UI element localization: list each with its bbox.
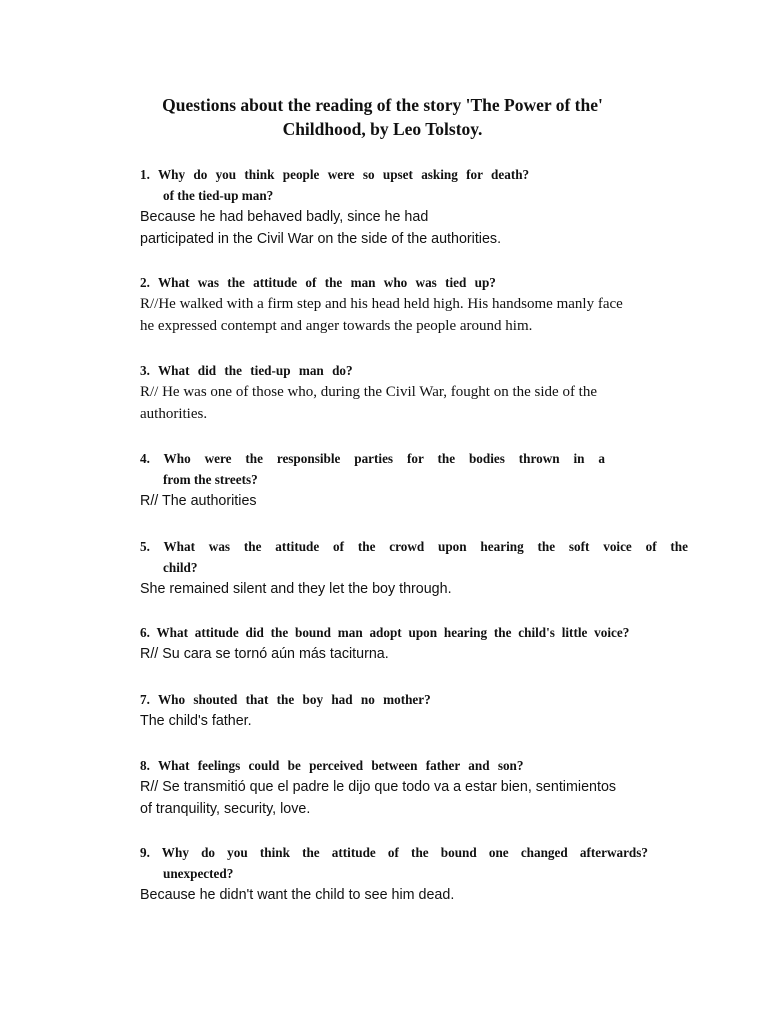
question-block-6 bbox=[140, 622, 688, 665]
answer-8-line-2: of tranquility, security, love. bbox=[140, 801, 311, 817]
answer-3-line-1: R// He was one of those who, during the Civil War, fought on the side of the bbox=[140, 384, 598, 400]
question-8-text: 8. What feelings could be perceived between father and son? bbox=[140, 758, 524, 773]
answer-5-line-1: She remained silent and they let the boy through. bbox=[140, 581, 452, 597]
answer-6-line-1: R// Su cara se tornó aún más taciturna. bbox=[140, 646, 389, 662]
question-block-2 bbox=[140, 272, 688, 337]
question-7-text: 7. Who shouted that the boy had no mother? bbox=[140, 692, 431, 707]
question-4-continuation: from the streets? bbox=[163, 472, 258, 487]
question-1-continuation: of the tied-up man? bbox=[163, 188, 274, 203]
question-block-4 bbox=[140, 448, 605, 512]
question-block-1 bbox=[140, 164, 688, 250]
question-1-text: 1. Why do you think people were so upset asking for death? bbox=[140, 167, 530, 182]
question-3-text: 3. What did the tied-up man do? bbox=[140, 363, 353, 378]
title-line-1: Questions about the reading of the story 'The Power of the' bbox=[162, 95, 603, 115]
question-9-text: 9. Why do you think the attitude of the bound one changed afterwards? bbox=[140, 845, 648, 860]
answer-1-line-1: Because he had behaved badly, since he had bbox=[140, 209, 429, 225]
question-2-text: 2. What was the attitude of the man who was tied up? bbox=[140, 275, 496, 290]
question-block-5 bbox=[140, 536, 688, 600]
answer-9-line-1: Because he didn't want the child to see him dead. bbox=[140, 887, 455, 903]
question-4-text: 4. Who were the responsible parties for the bodies thrown in a bbox=[140, 451, 605, 466]
answer-3-line-2: authorities. bbox=[140, 406, 208, 422]
answer-2-line-1: R//He walked with a firm step and his head held high. His handsome manly face bbox=[140, 296, 623, 312]
question-5-text: 5. What was the attitude of the crowd upon hearing the soft voice of the bbox=[140, 539, 688, 554]
answer-1-line-2: participated in the Civil War on the side of the authorities. bbox=[140, 231, 502, 247]
answer-2-line-2: he expressed contempt and anger towards the people around him. bbox=[140, 318, 533, 334]
document-title bbox=[100, 93, 665, 141]
question-6-text: 6. What attitude did the bound man adopt upon hearing the child's little voice? bbox=[140, 625, 630, 640]
question-5-continuation: child? bbox=[163, 560, 198, 575]
question-block-9 bbox=[140, 842, 648, 906]
question-block-7 bbox=[140, 689, 688, 732]
answer-4-line-1: R// The authorities bbox=[140, 493, 257, 509]
title-line-2: Childhood, by Leo Tolstoy. bbox=[282, 119, 483, 139]
question-block-3 bbox=[140, 360, 688, 425]
question-9-continuation: unexpected? bbox=[163, 866, 234, 881]
answer-7-line-1: The child's father. bbox=[140, 713, 252, 729]
question-block-8 bbox=[140, 755, 688, 820]
answer-8-line-1: R// Se transmitió que el padre le dijo que todo va a estar bien, sentimientos bbox=[140, 779, 617, 795]
